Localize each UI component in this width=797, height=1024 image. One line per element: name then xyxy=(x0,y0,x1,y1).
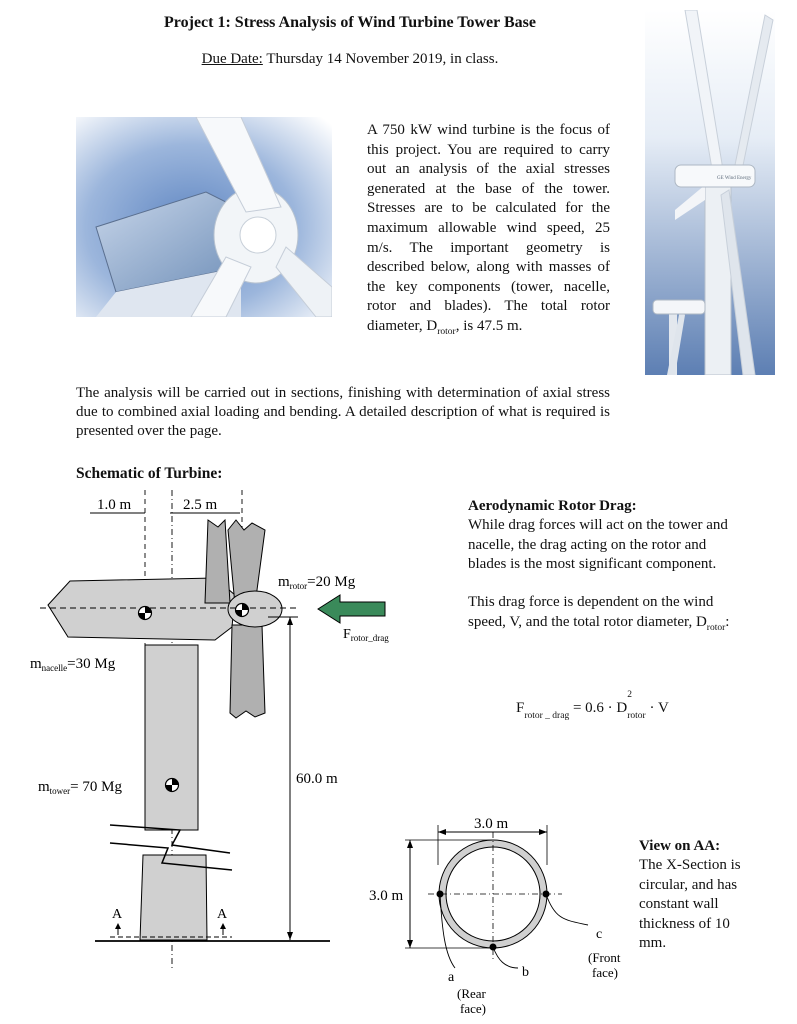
nacelle-cg-symbol xyxy=(139,607,152,620)
aero-para-2: This drag force is dependent on the wind speed, V, and the total rotor diameter, $D_{rotor}$: xyxy=(468,594,730,633)
blade-upper-left xyxy=(205,520,230,603)
tower-cg-symbol xyxy=(166,779,179,792)
section-height-label: 3.0 m xyxy=(369,888,404,904)
label-b: b xyxy=(522,965,529,980)
dim-2-5m-label: 2.5 m xyxy=(183,497,218,513)
view-aa-block xyxy=(639,837,759,953)
label-a: a xyxy=(448,970,455,985)
label-c: c xyxy=(596,927,603,942)
turbine-towers-photo xyxy=(645,10,775,375)
section-a-left: A xyxy=(112,907,123,922)
view-heading: View on AA: xyxy=(639,838,721,854)
view-text: The X-Section is circular, and has constant wall thickness of 10 mm. xyxy=(639,857,741,952)
page-title: Project 1: Stress Analysis of Wind Turbine Tower Base xyxy=(164,14,536,31)
height-arrow-bottom xyxy=(287,932,293,940)
drag-force-label: $F_{rotor\_drag}$ xyxy=(343,627,389,643)
nacelle-mass-label: $m_{nacelle}=30$ Mg xyxy=(30,656,116,673)
intro-d-symbol: D xyxy=(426,317,438,334)
turbine-hub-photo xyxy=(76,117,332,317)
ge-brand-text: GE Wind Energy xyxy=(717,176,752,181)
due-date-label: Due Date: xyxy=(201,51,263,67)
rotor-mass-label: $m_{rotor}=20$ Mg xyxy=(278,574,356,591)
blade-lower xyxy=(230,625,265,718)
tower-lower xyxy=(140,855,207,940)
cross-section-diagram xyxy=(360,810,640,1020)
drag-force-arrow xyxy=(318,595,385,623)
intro-d-subscript: rotor xyxy=(437,326,456,337)
dim-1m-label: 1.0 m xyxy=(97,497,132,513)
due-date-line xyxy=(0,51,700,68)
tower-upper xyxy=(145,645,198,830)
intro-paragraph xyxy=(367,121,610,343)
aero-para-1: While drag forces will act on the tower and nacelle, the drag acting on the rotor and blades is the most significant component. xyxy=(468,517,728,572)
analysis-paragraph: The analysis will be carried out in sections, finishing with determination of axial stress due to combined axial loading and bending. A detailed description of what is required is presented over the page. xyxy=(76,385,610,439)
rear-label-1: (Rear xyxy=(457,986,486,1001)
intro-text: A 750 kW wind turbine is the focus of this project. You are required to carry out an analysis of the axial stresses generated at the base of the tower. Stresses are to be calculated for the maximum allowable wind speed, 25 m/s. The important geometry is described below, along with masses of the key components (tower, nacelle, rotor and blades). The total rotor diameter, xyxy=(367,122,610,334)
drag-formula: $F_{rotor \_ drag} = 0.6 \cdot D$ 2 $_{rotor}$ · V xyxy=(516,690,669,721)
height-label: 60.0 m xyxy=(296,771,338,787)
aero-drag-block xyxy=(468,497,738,638)
height-arrow-top xyxy=(287,617,293,625)
intro-tail: , is 47.5 m. xyxy=(455,317,523,334)
break-line-top xyxy=(110,825,230,853)
rotor-cg-symbol xyxy=(236,604,249,617)
schematic-heading: Schematic of Turbine: xyxy=(76,465,223,482)
front-label-2: face) xyxy=(592,965,618,980)
due-date-text: Thursday 14 November 2019, in class. xyxy=(262,51,499,67)
rear-label-2: face) xyxy=(460,1001,486,1016)
aero-heading: Aerodynamic Rotor Drag: xyxy=(468,498,637,514)
section-width-label: 3.0 m xyxy=(474,816,509,832)
tower-mass-label: $m_{tower}= 70$ Mg xyxy=(38,779,122,796)
front-label-1: (Front xyxy=(588,950,621,965)
section-a-right: A xyxy=(217,907,228,922)
